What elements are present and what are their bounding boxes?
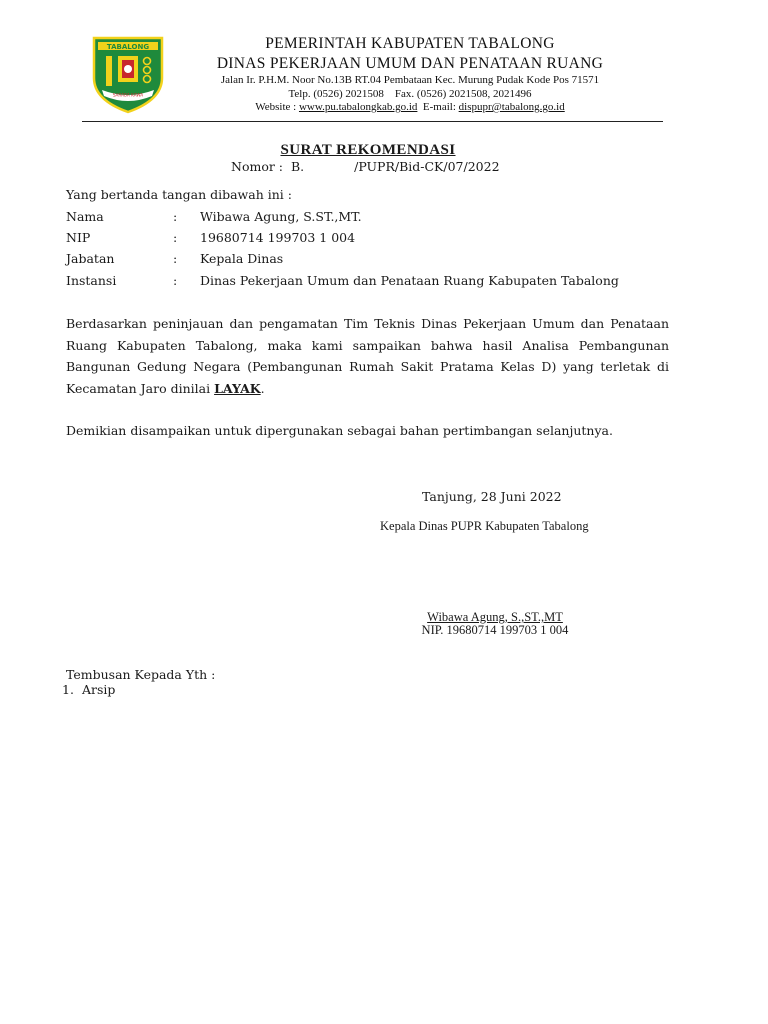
email-link[interactable]: dispupr@tabalong.go.id xyxy=(458,101,565,113)
signer-nip: NIP. 19680714 199703 1 004 xyxy=(421,623,569,637)
body-paragraph xyxy=(66,313,669,399)
identity-separator: : xyxy=(173,273,178,288)
office-address: Jalan Ir. P.H.M. Noor No.13B RT.04 Pembataan Kec. Murung Pudak Kode Pos 71571 xyxy=(220,74,600,86)
identity-key: NIP xyxy=(66,230,91,245)
letter-title: SURAT REKOMENDASI xyxy=(280,142,456,158)
intro-text: Yang bertanda tangan dibawah ini : xyxy=(66,187,292,202)
government-name: PEMERINTAH KABUPATEN TABALONG xyxy=(265,35,555,52)
office-phone: Telp. (0526) 2021508 Fax. (0526) 2021508, 2021496 xyxy=(288,87,532,100)
website-link[interactable]: www.pu.tabalongkab.go.id xyxy=(298,101,418,113)
signer-name: Wibawa Agung, S.,ST.,MT xyxy=(427,610,563,624)
number-value: /PUPR/Bid-CK/07/2022 xyxy=(354,159,500,174)
identity-value: Wibawa Agung, S.ST.,MT. xyxy=(200,209,362,224)
number-label: Nomor : B. xyxy=(231,159,305,174)
closing-text: Demikian disampaikan untuk dipergunakan sebagai bahan pertimbangan selanjutnya. xyxy=(66,423,613,438)
identity-key: Instansi xyxy=(66,273,117,288)
identity-separator: : xyxy=(173,209,178,224)
identity-value: 19680714 199703 1 004 xyxy=(200,230,356,245)
identity-key: Jabatan xyxy=(66,251,115,266)
copy-item-text: Arsip xyxy=(82,682,116,697)
letterhead xyxy=(180,34,640,115)
tabalong-emblem-logo xyxy=(88,34,168,114)
logo-motto: SARABA KAWA xyxy=(112,92,144,98)
department-name: DINAS PEKERJAAN UMUM DAN PENATAAN RUANG xyxy=(216,55,604,72)
office-contacts xyxy=(180,101,640,115)
email-label: E-mail: xyxy=(417,101,459,113)
copy-item-number: 1. xyxy=(62,682,74,697)
signer-position: Kepala Dinas PUPR Kabupaten Tabalong xyxy=(380,519,589,533)
verdict-text: LAYAK xyxy=(214,380,261,396)
letter-number xyxy=(231,159,500,174)
identity-key: Nama xyxy=(66,209,104,224)
letterhead-divider xyxy=(82,121,663,122)
copy-label: Tembusan Kepada Yth : xyxy=(66,667,216,682)
logo-label: TABALONG xyxy=(106,43,150,51)
identity-separator: : xyxy=(173,251,178,266)
identity-separator: : xyxy=(173,230,178,245)
website-label: Website : xyxy=(255,101,299,113)
identity-value: Dinas Pekerjaan Umum dan Penataan Ruang Kabupaten Tabalong xyxy=(200,273,619,288)
identity-value: Kepala Dinas xyxy=(200,251,284,266)
body-end: . xyxy=(260,380,265,396)
copy-item xyxy=(62,682,115,698)
body-text: Berdasarkan peninjauan dan pengamatan Tim Teknis Dinas Pekerjaan Umum dan Penataan Ruang Kabupaten Tabalong, maka kami sampaikan bahwa hasil Analisa Pembangunan Bangunan Gedung Negara (Pembangunan Rumah Sakit Pratama Kelas D) yang terletak di Kecamatan Jaro dinilai xyxy=(66,316,669,396)
place-date: Tanjung, 28 Juni 2022 xyxy=(422,489,562,504)
